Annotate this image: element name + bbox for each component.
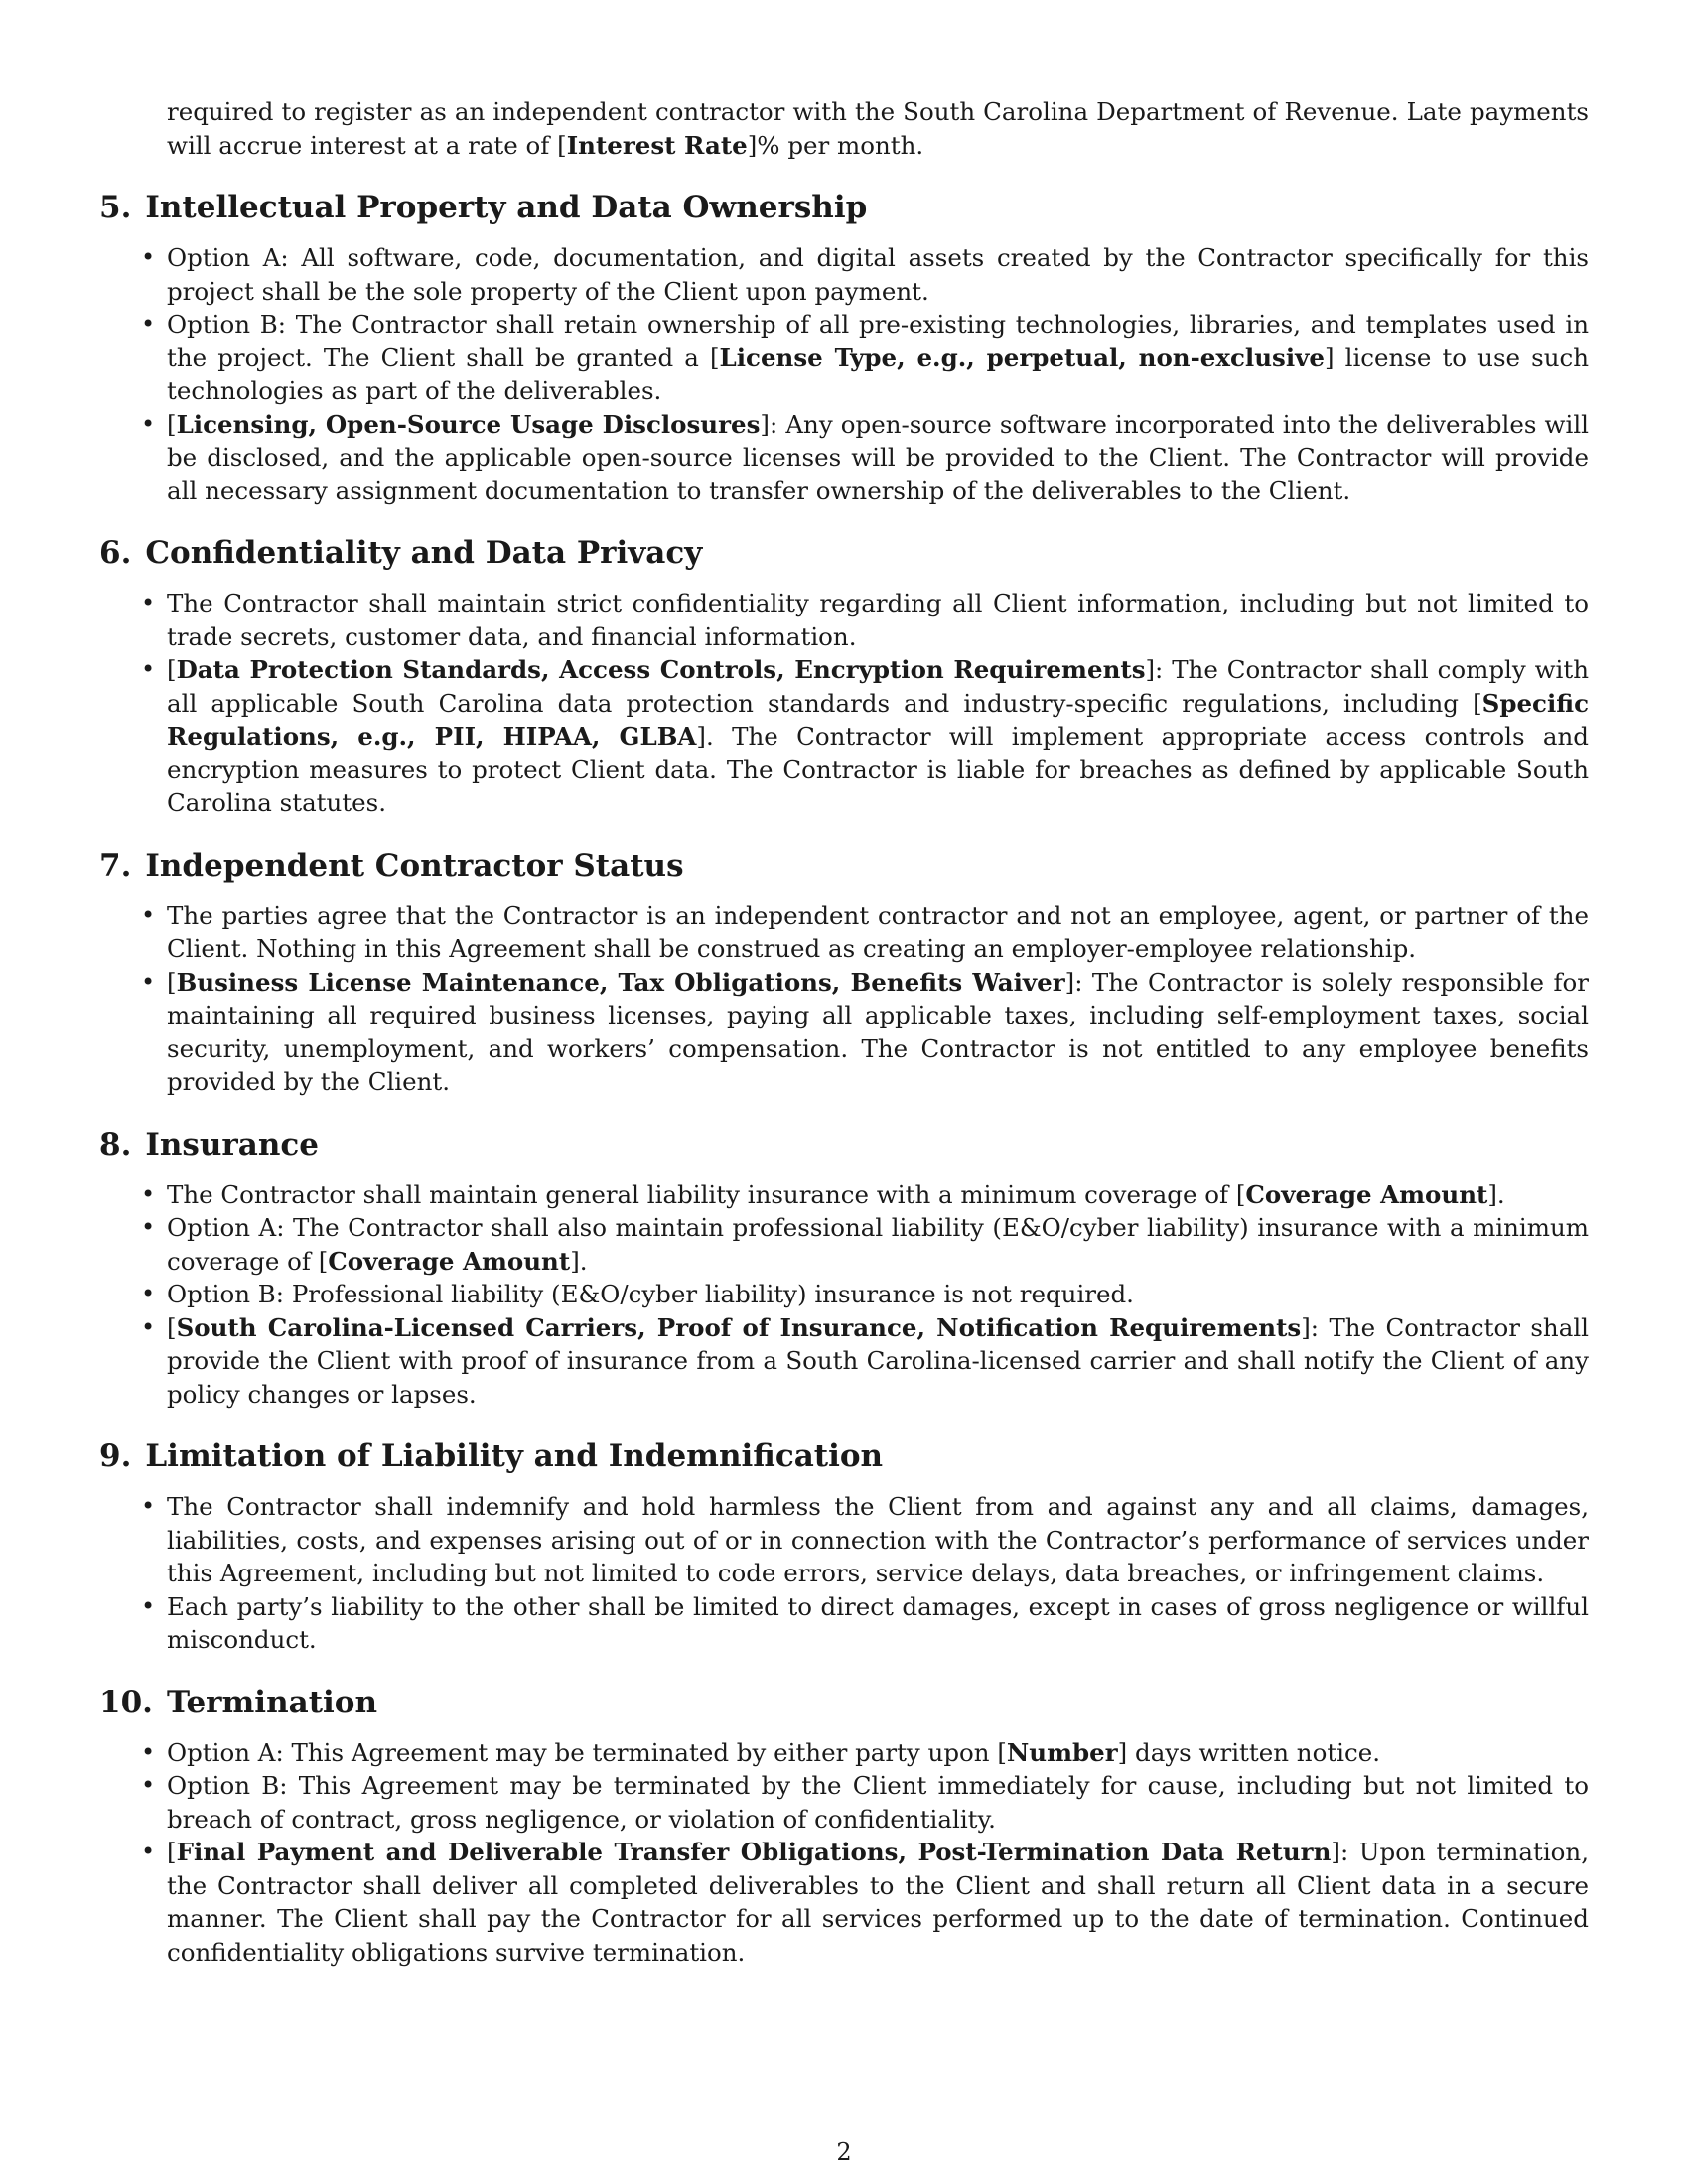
section-heading (99, 1127, 1589, 1162)
section-title: Limitation of Liability and Indemnification (145, 1438, 884, 1474)
page-number: 2 (836, 2138, 852, 2166)
list-item (141, 241, 1589, 308)
item-text: Option B: The Contractor shall retain ownership of all pre-existing technologies, libraries, and templates used in the project. The Client shall be granted a [ (167, 310, 1589, 372)
item-list (99, 899, 1589, 1099)
placeholder-field: License Type, e.g., perpetual, non-exclusive (719, 342, 1325, 372)
section-heading (99, 1438, 1589, 1474)
section-8 (99, 1127, 1589, 1412)
bullet-icon: • (141, 1280, 156, 1307)
list-item (141, 1211, 1589, 1278)
item-list (99, 587, 1589, 820)
section-heading (99, 848, 1589, 884)
section-10 (99, 1685, 1589, 1970)
item-list (99, 1490, 1589, 1657)
list-item (141, 1278, 1589, 1311)
item-text: The Contractor shall maintain general liability insurance with a minimum coverage of [ (167, 1179, 1246, 1209)
list-item (141, 1490, 1589, 1590)
section-title: Independent Contractor Status (145, 847, 684, 884)
section-number: 8. (99, 1126, 132, 1162)
item-text: Option A: The Contractor shall also maintain professional liability (E&O/cyber liability) insurance with a minimum coverage of [ (167, 1213, 1589, 1276)
item-text: ]. The Contractor will implement appropriate access controls and encryption measures to protect Client data. The Contractor is liable for breaches as defined by applicable South Carolina statutes. (167, 722, 1589, 817)
section-number: 10. (99, 1684, 153, 1720)
item-text: Option A: All software, code, documentation, and digital assets created by the Contractor specifically for this project shall be the sole property of the Client upon payment. (167, 243, 1589, 306)
item-text: ]. (570, 1246, 588, 1276)
placeholder-field: Number (1006, 1737, 1118, 1767)
placeholder-field: Business License Maintenance, Tax Obligations, Benefits Waiver (176, 967, 1065, 997)
item-text: [ (167, 409, 177, 439)
section-title: Intellectual Property and Data Ownership (145, 190, 868, 225)
list-item (141, 1178, 1589, 1212)
list-item (141, 966, 1589, 1099)
item-text: Option A: This Agreement may be terminated by either party upon [ (167, 1737, 1007, 1767)
list-item (141, 587, 1589, 653)
placeholder-field: Specific Regulations, e.g., PII, HIPAA, GLBA (167, 688, 1589, 751)
intro-paragraph (167, 95, 1589, 162)
item-text: ] days written notice. (1117, 1737, 1381, 1767)
item-text: [ (167, 967, 177, 997)
list-item (141, 1836, 1589, 1969)
bullet-icon: • (141, 1179, 156, 1208)
bullet-icon: • (141, 409, 156, 438)
bullet-icon: • (141, 1591, 156, 1620)
section-title: Insurance (145, 1126, 319, 1162)
section-number: 5. (99, 190, 132, 225)
document-page (99, 95, 1589, 1969)
section-number: 9. (99, 1438, 132, 1474)
item-text: ]: Upon termination, the Contractor shall deliver all completed deliverables to the Client and shall return all Client data in a secure manner. The Client shall pay the Contractor for all services performed up to the date of termination. Continued confidentiality obligations survive termination. (167, 1838, 1589, 1967)
section-heading (99, 1685, 1589, 1720)
item-text: ]: The Contractor shall comply with all applicable South Carolina data protection standards and industry-specific regulations, including [ (167, 655, 1590, 718)
list-item (141, 653, 1590, 820)
item-text: The Contractor shall indemnify and hold harmless the Client from and against any and all claims, damages, liabilities, costs, and expenses arising out of or in connection with the Contractor’s performance of services under this Agreement, including but not limited to code errors, service delays, data breaches, or infringement claims. (167, 1492, 1589, 1587)
item-text: ]: The Contractor is solely responsible for maintaining all required business licenses, paying all applicable taxes, including self-employment taxes, social security, unemployment, and workers’ compensation. The Contractor is not entitled to any employee benefits provided by the Client. (167, 967, 1589, 1096)
bullet-icon: • (141, 1213, 156, 1241)
item-list (99, 241, 1589, 507)
item-text: Option B: This Agreement may be terminated by the Client immediately for cause, including but not limited to breach of contract, gross negligence, or violation of confidentiality. (167, 1771, 1589, 1834)
bullet-icon: • (141, 589, 156, 616)
bullet-icon: • (141, 967, 156, 996)
list-item (141, 408, 1589, 508)
section-heading (99, 190, 1589, 225)
section-6 (99, 535, 1589, 820)
placeholder-field: Final Payment and Deliverable Transfer Obligations, Post-Termination Data Return (176, 1838, 1332, 1866)
list-item (141, 899, 1589, 966)
item-text: ] license to use such technologies as part of the deliverables. (167, 342, 1589, 405)
item-text: ]: The Contractor shall provide the Client with proof of insurance from a South Carolina-licensed carrier and shall notify the Client of any policy changes or lapses. (167, 1312, 1589, 1409)
bullet-icon: • (141, 1771, 156, 1799)
bullet-icon: • (141, 900, 156, 929)
bullet-icon: • (141, 243, 156, 271)
item-text: [ (167, 1838, 177, 1866)
section-5 (99, 190, 1589, 507)
intro-placeholder: Interest Rate (566, 130, 748, 160)
intro-text-2: ]% per month. (747, 130, 924, 160)
item-text: Option B: Professional liability (E&O/cyber liability) insurance is not required. (167, 1280, 1134, 1308)
section-title: Termination (166, 1684, 378, 1720)
section-9 (99, 1438, 1589, 1657)
item-list (99, 1178, 1589, 1412)
bullet-icon: • (141, 1838, 156, 1865)
bullet-icon: • (141, 1312, 156, 1341)
item-text: The Contractor shall maintain strict confidentiality regarding all Client information, including but not limited to trade secrets, customer data, and financial information. (167, 589, 1589, 651)
section-title: Confidentiality and Data Privacy (145, 535, 703, 571)
section-heading (99, 535, 1589, 571)
list-item (141, 1590, 1589, 1657)
placeholder-field: South Carolina-Licensed Carriers, Proof of Insurance, Notification Requirements (176, 1312, 1302, 1342)
placeholder-field: Coverage Amount (328, 1246, 571, 1276)
bullet-icon: • (141, 1737, 156, 1766)
bullet-icon: • (141, 1492, 156, 1520)
item-text: ]. (1487, 1179, 1505, 1209)
list-item (141, 308, 1589, 408)
list-item (141, 1769, 1589, 1836)
section-7 (99, 848, 1589, 1099)
item-text: [ (167, 655, 177, 684)
list-item (141, 1311, 1589, 1412)
item-text: Each party’s liability to the other shall be limited to direct damages, except in cases of gross negligence or willful misconduct. (167, 1591, 1589, 1654)
list-item (141, 1736, 1589, 1770)
intro-text-1: required to register as an independent contractor with the South Carolina Department of Revenue. Late payments will accrue interest at a rate of [ (167, 97, 1589, 160)
item-text: The parties agree that the Contractor is an independent contractor and not an employee, agent, or partner of the Client. Nothing in this Agreement shall be construed as creating an employer-employee relationship. (167, 900, 1589, 963)
placeholder-field: Licensing, Open-Source Usage Disclosures (176, 409, 761, 439)
item-text: [ (167, 1312, 177, 1342)
item-list (99, 1736, 1589, 1970)
placeholder-field: Coverage Amount (1245, 1179, 1488, 1209)
section-number: 6. (99, 535, 132, 571)
bullet-icon: • (141, 655, 156, 683)
section-number: 7. (99, 847, 132, 884)
item-text: ]: Any open-source software incorporated into the deliverables will be disclosed, and the applicable open-source licenses will be provided to the Client. The Contractor will provide all necessary assignment documentation to transfer ownership of the deliverables to the Client. (167, 409, 1589, 505)
placeholder-field: Data Protection Standards, Access Controls, Encryption Requirements (176, 655, 1146, 684)
bullet-icon: • (141, 310, 156, 338)
